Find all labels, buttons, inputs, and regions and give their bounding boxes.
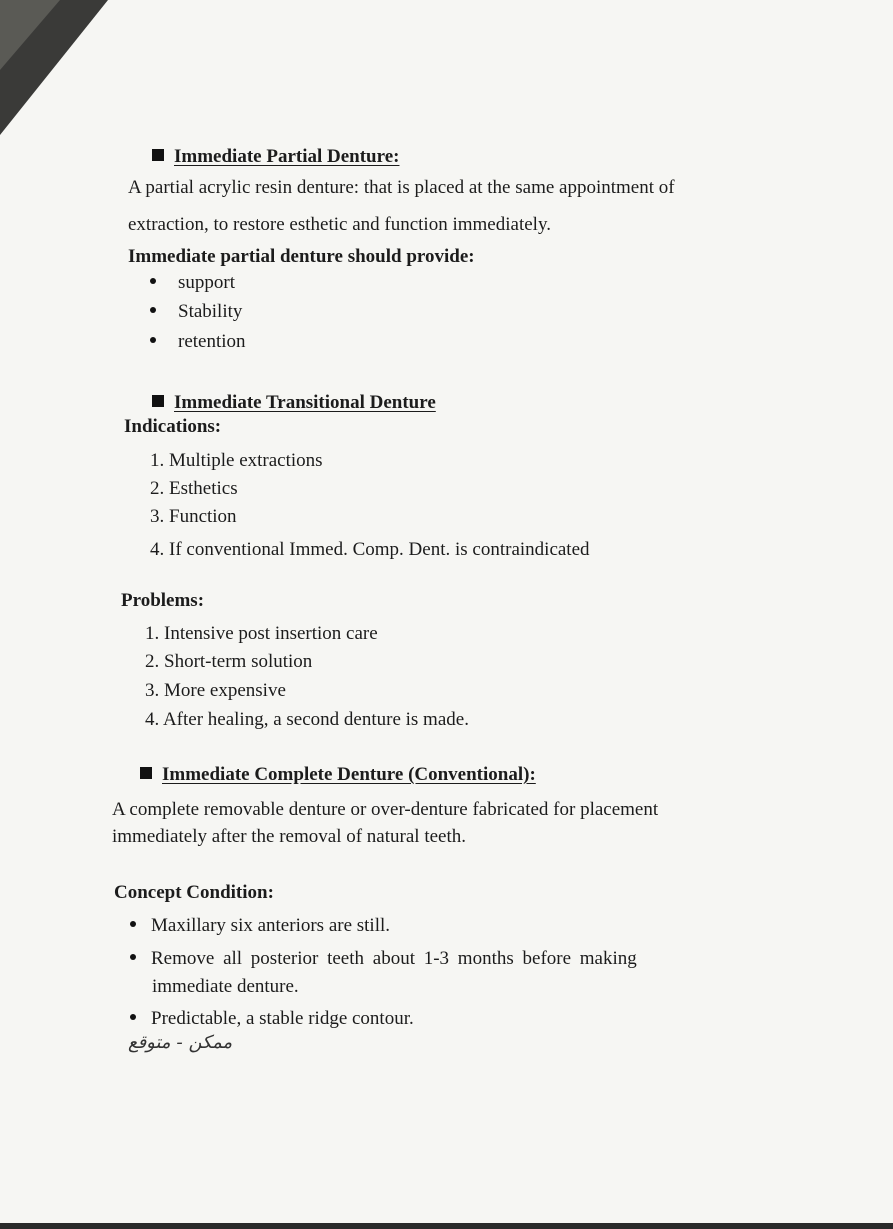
concept-item: Maxillary six anteriors are still. xyxy=(130,911,390,940)
complete-section-heading xyxy=(140,764,536,786)
bullet-dot-icon xyxy=(130,921,136,927)
transitional-section-heading xyxy=(152,392,436,414)
problem-item: 1. Intensive post insertion care xyxy=(145,623,378,644)
transitional-denture-title: Immediate Transitional Denture xyxy=(174,392,436,413)
bullet-dot-icon xyxy=(150,278,156,284)
indication-item: 3. Function xyxy=(150,506,237,527)
bullet-dot-icon xyxy=(130,954,136,960)
problem-item: 3. More expensive xyxy=(145,680,286,701)
bullet-dot-icon xyxy=(150,337,156,343)
indications-heading: Indications: xyxy=(124,416,222,437)
problems-heading: Problems: xyxy=(121,590,205,611)
concept-condition-heading: Concept Condition: xyxy=(114,882,274,903)
problem-item: 2. Short-term solution xyxy=(145,651,313,672)
square-bullet-icon xyxy=(140,767,152,779)
handwritten-arabic-note: ممكن - متوقع xyxy=(128,1032,233,1053)
bullet-dot-icon xyxy=(150,307,156,313)
page-bottom-edge xyxy=(0,1223,893,1229)
complete-definition-line-2: immediately after the removal of natural teeth. xyxy=(112,826,466,847)
indication-item: 2. Esthetics xyxy=(150,478,238,499)
indication-item: 4. If conventional Immed. Comp. Dent. is contraindicated xyxy=(150,539,590,560)
indication-item: 1. Multiple extractions xyxy=(150,450,323,471)
complete-definition-line-1: A complete removable denture or over-denture fabricated for placement xyxy=(112,799,659,820)
partial-definition-line-2: extraction, to restore esthetic and function immediately. xyxy=(128,214,551,235)
square-bullet-icon xyxy=(152,149,164,161)
page-corner-shadow xyxy=(0,0,120,140)
partial-section-heading xyxy=(152,146,399,168)
concept-item-continued: immediate denture. xyxy=(152,976,299,997)
square-bullet-icon xyxy=(152,395,164,407)
partial-denture-title: Immediate Partial Denture: xyxy=(174,146,400,167)
partial-provide-item: retention xyxy=(150,327,246,356)
partial-definition-line-1: A partial acrylic resin denture: that is placed at the same appointment of xyxy=(128,177,675,198)
partial-provide-heading: Immediate partial denture should provide: xyxy=(128,246,475,267)
bullet-dot-icon xyxy=(130,1014,136,1020)
partial-provide-item: support xyxy=(150,268,235,297)
partial-provide-item: Stability xyxy=(150,297,242,326)
concept-item: Predictable, a stable ridge contour. xyxy=(130,1004,414,1033)
problem-item: 4. After healing, a second denture is made. xyxy=(145,709,469,730)
concept-item: Remove all posterior teeth about 1-3 months before making xyxy=(130,944,637,973)
complete-denture-title: Immediate Complete Denture (Conventional): xyxy=(162,764,536,785)
